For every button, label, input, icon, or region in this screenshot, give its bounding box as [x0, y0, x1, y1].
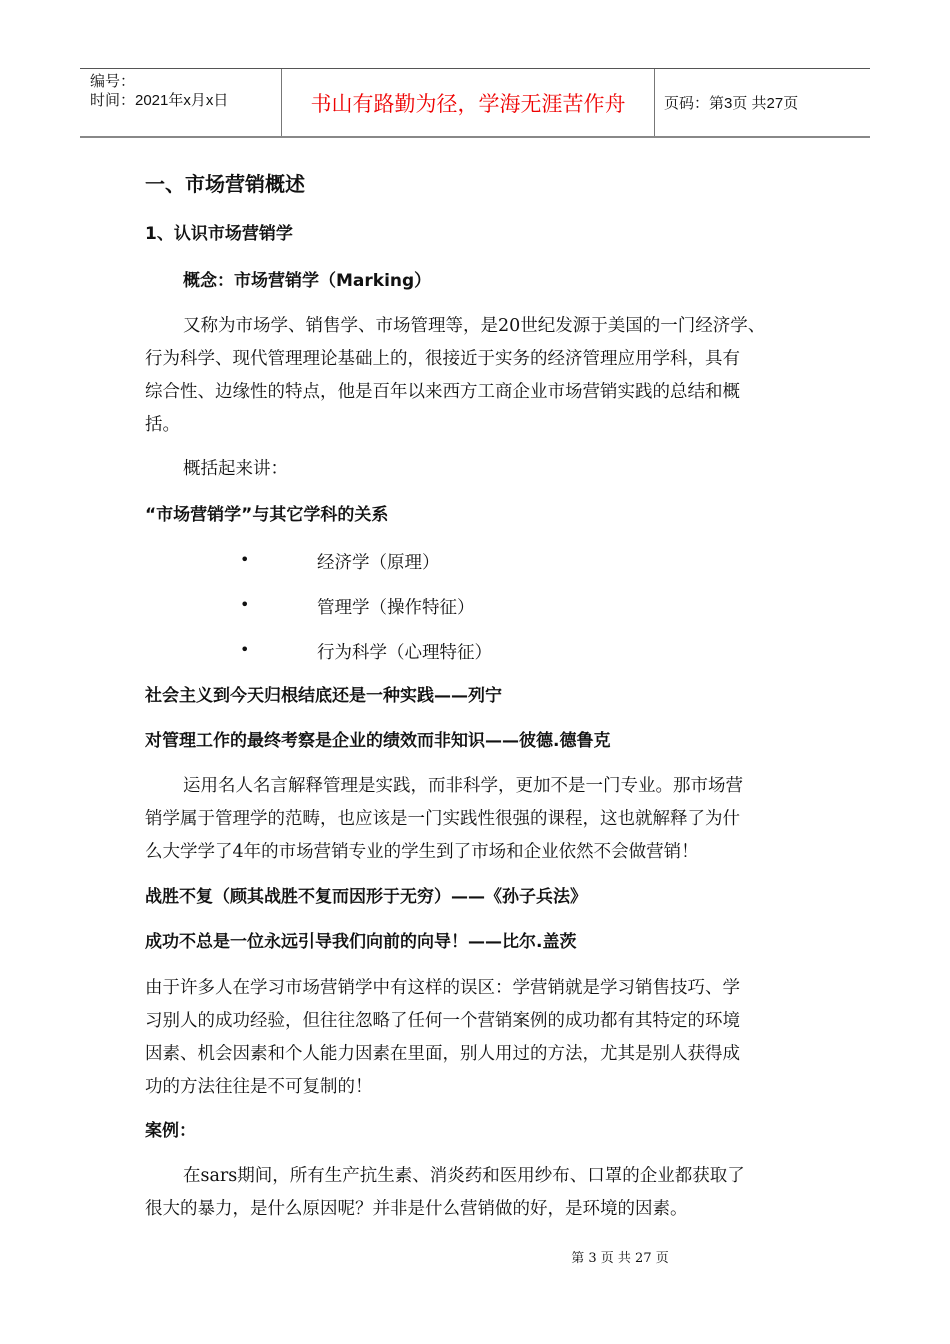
concept-heading: 概念：市场营销学（Marking） [183, 271, 432, 291]
quote-gates: 成功不总是一位永远引导我们向前的向导！——比尔.盖茨 [145, 932, 577, 952]
paragraph-practice: 运用名人名言解释管理是实践，而非科学，更加不是一门专业。那市场营 销学属于管理学的范畴，也应该是一门实践性很强的课程，这也就解释了为什 么大学学了4年的市场营销专业的学生到了市场和企业依然不会做营销！ [145, 776, 743, 862]
list-item: 经济学（原理） [317, 553, 440, 573]
bullet-mark: • [240, 640, 250, 659]
header-page-code: 页码：第3页 共27页 [664, 95, 799, 112]
time-label: 时间：2021年x月x日 [90, 92, 229, 109]
relation-heading: “市场营销学”与其它学科的关系 [145, 505, 389, 525]
paragraph-case: 在sars期间，所有生产抗生素、消炎药和医用纱布、口罩的企业都获取了 很大的暴力，是什么原因呢？并非是什么营销做的好，是环境的因素。 [145, 1166, 745, 1219]
section-heading: 一、市场营销概述 [145, 172, 305, 196]
header-meta [80, 69, 280, 136]
quote-drucker: 对管理工作的最终考察是企业的绩效而非知识——彼德.德鲁克 [145, 731, 611, 751]
list-item: 管理学（操作特征） [317, 598, 475, 618]
paragraph-misconception: 由于许多人在学习市场营销学中有这样的误区：学营销就是学习销售技巧、学 习别人的成功经验，但往往忽略了任何一个营销案例的成功都有其特定的环境 因素、机会因素和个人能力因素在里面，别人用过的方法，尤其是别人获得成 功的方法往往是不可复制的！ [145, 978, 740, 1097]
number-label: 编号： [90, 73, 136, 90]
paragraph-definition: 又称为市场学、销售学、市场管理等，是20世纪发源于美国的一门经济学、 行为科学、现代管理理论基础上的，很接近于实务的经济管理应用学科，具有 综合性、边缘性的特点，他是百年以来西方工商企业市场营销实践的总结和概 括。 [145, 316, 766, 435]
bullet-mark: • [240, 550, 250, 569]
quote-sunzi: 战胜不复（顾其战胜不复而因形于无穷）——《孙子兵法》 [145, 887, 587, 907]
page-header [80, 68, 870, 138]
bullet-mark: • [240, 595, 250, 614]
header-motto: 书山有路勤为径，学海无涯苦作舟 [281, 69, 655, 136]
subsection-heading: 1、认识市场营销学 [145, 224, 293, 244]
summary-text: 概括起来讲： [183, 459, 288, 479]
quote-lenin: 社会主义到今天归根结底还是一种实践——列宁 [145, 686, 502, 706]
page-footer: 第 3 页 共 27 页 [571, 1251, 669, 1266]
case-label: 案例： [145, 1121, 196, 1141]
list-item: 行为科学（心理特征） [317, 643, 492, 663]
